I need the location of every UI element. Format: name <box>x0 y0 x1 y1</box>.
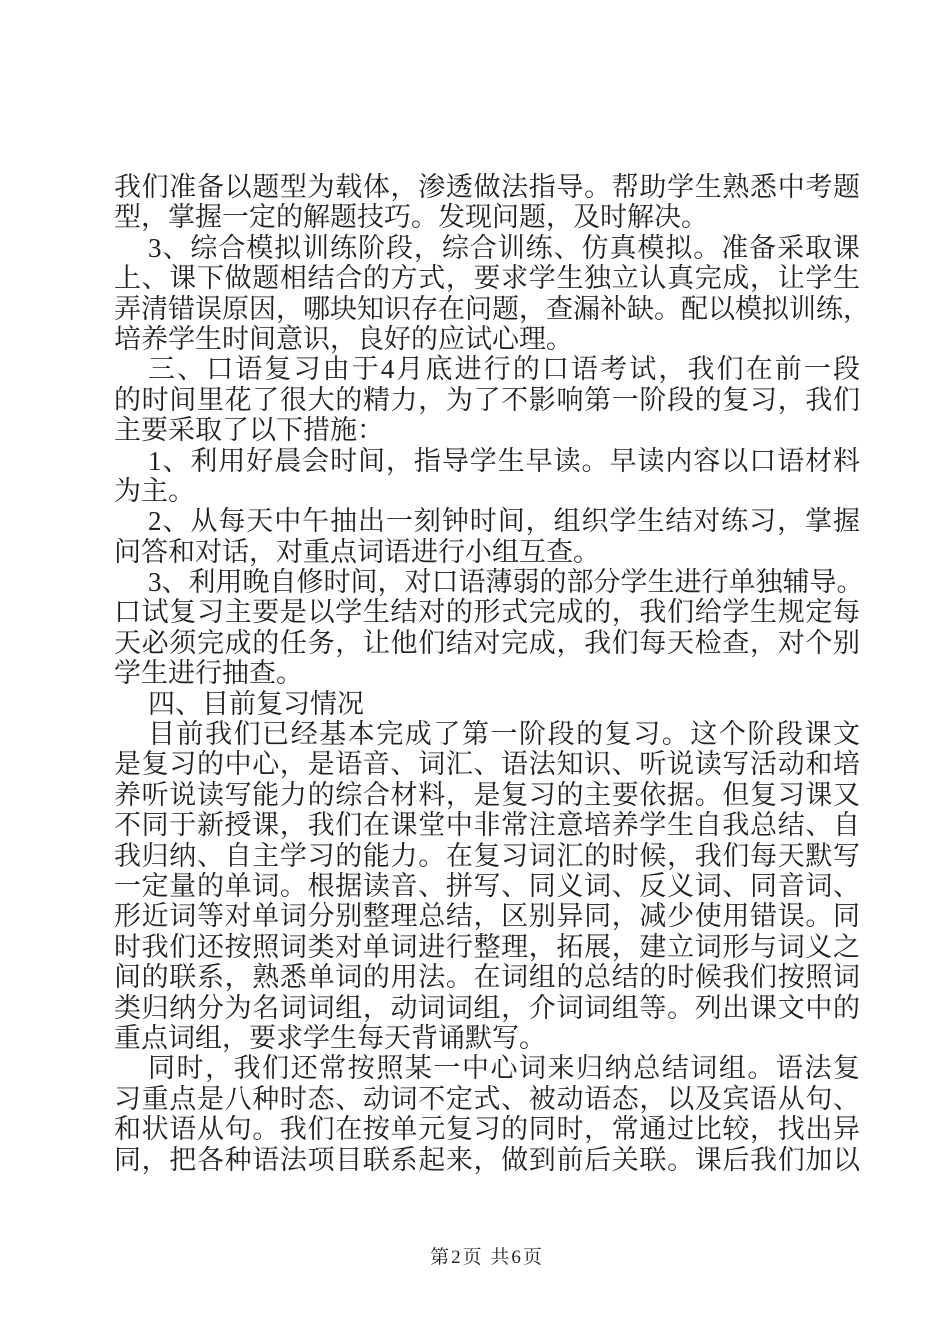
text-line: 一定量的单词。根据读音、拼写、同义词、反义词、同音词、 <box>114 870 860 901</box>
text-line: 三、口语复习由于4月底进行的口语考试，我们在前一段 <box>148 354 860 385</box>
text-line: 类归纳分为名词词组，动词词组，介词词组等。列出课文中的 <box>114 992 860 1023</box>
text-line: 上、课下做题相结合的方式，要求学生独立认真完成，让学生 <box>114 263 860 294</box>
text-line: 同，把各种语法项目联系起来，做到前后关联。课后我们加以 <box>114 1144 860 1175</box>
text-line: 间的联系，熟悉单词的用法。在词组的总结的时候我们按照词 <box>114 962 860 993</box>
text-line: 不同于新授课，我们在课堂中非常注意培养学生自我总结、自 <box>114 810 860 841</box>
text-line: 我归纳、自主学习的能力。在复习词汇的时候，我们每天默写 <box>114 840 860 871</box>
text-line: 为主。 <box>114 475 195 506</box>
text-line: 同时，我们还常按照某一中心词来归纳总结词组。语法复 <box>148 1053 860 1084</box>
text-line: 重点词组，要求学生每天背诵默写。 <box>114 1022 546 1053</box>
text-line: 时我们还按照词类对单词进行整理，拓展，建立词形与词义之 <box>114 931 860 962</box>
text-line: 形近词等对单词分别整理总结，区别异同，减少使用错误。同 <box>114 901 860 932</box>
text-line: 学生进行抽查。 <box>114 658 303 689</box>
text-line: 1、利用好晨会时间，指导学生早读。早读内容以口语材料 <box>148 445 860 476</box>
text-line: 3、综合模拟训练阶段，综合训练、仿真模拟。准备采取课 <box>148 232 860 263</box>
document-body <box>114 172 870 1175</box>
text-line: 3、利用晚自修时间，对口语薄弱的部分学生进行单独辅导。 <box>148 567 864 598</box>
text-line: 目前我们已经基本完成了第一阶段的复习。这个阶段课文 <box>148 719 860 750</box>
text-line: 是复习的中心，是语音、词汇、语法知识、听说读写活动和培 <box>114 749 860 780</box>
text-line: 养听说读写能力的综合材料，是复习的主要依据。但复习课又 <box>114 779 860 810</box>
text-line: 弄清错误原因，哪块知识存在问题，查漏补缺。配以模拟训练， <box>114 293 870 324</box>
text-line: 型，掌握一定的解题技巧。发现问题，及时解决。 <box>114 202 708 233</box>
text-line: 习重点是八种时态、动词不定式、被动语态，以及宾语从句、 <box>114 1083 860 1114</box>
text-line: 问答和对话，对重点词语进行小组互查。 <box>114 536 600 567</box>
text-line: 培养学生时间意识，良好的应试心理。 <box>114 323 573 354</box>
text-line: 2、从每天中午抽出一刻钟时间，组织学生结对练习，掌握 <box>148 506 860 537</box>
text-line: 主要采取了以下措施： <box>114 415 384 446</box>
text-line: 我们准备以题型为载体，渗透做法指导。帮助学生熟悉中考题 <box>114 172 860 202</box>
text-line: 四、目前复习情况 <box>148 688 364 719</box>
text-line: 的时间里花了很大的精力，为了不影响第一阶段的复习，我们 <box>114 384 860 415</box>
text-line: 和状语从句。我们在按单元复习的同时，常通过比较，找出异 <box>114 1114 860 1145</box>
page-number-footer: 第2页 共6页 <box>430 1247 544 1268</box>
text-line: 口试复习主要是以学生结对的形式完成的，我们给学生规定每 <box>114 597 860 628</box>
text-line: 天必须完成的任务，让他们结对完成，我们每天检查，对个别 <box>114 627 860 658</box>
